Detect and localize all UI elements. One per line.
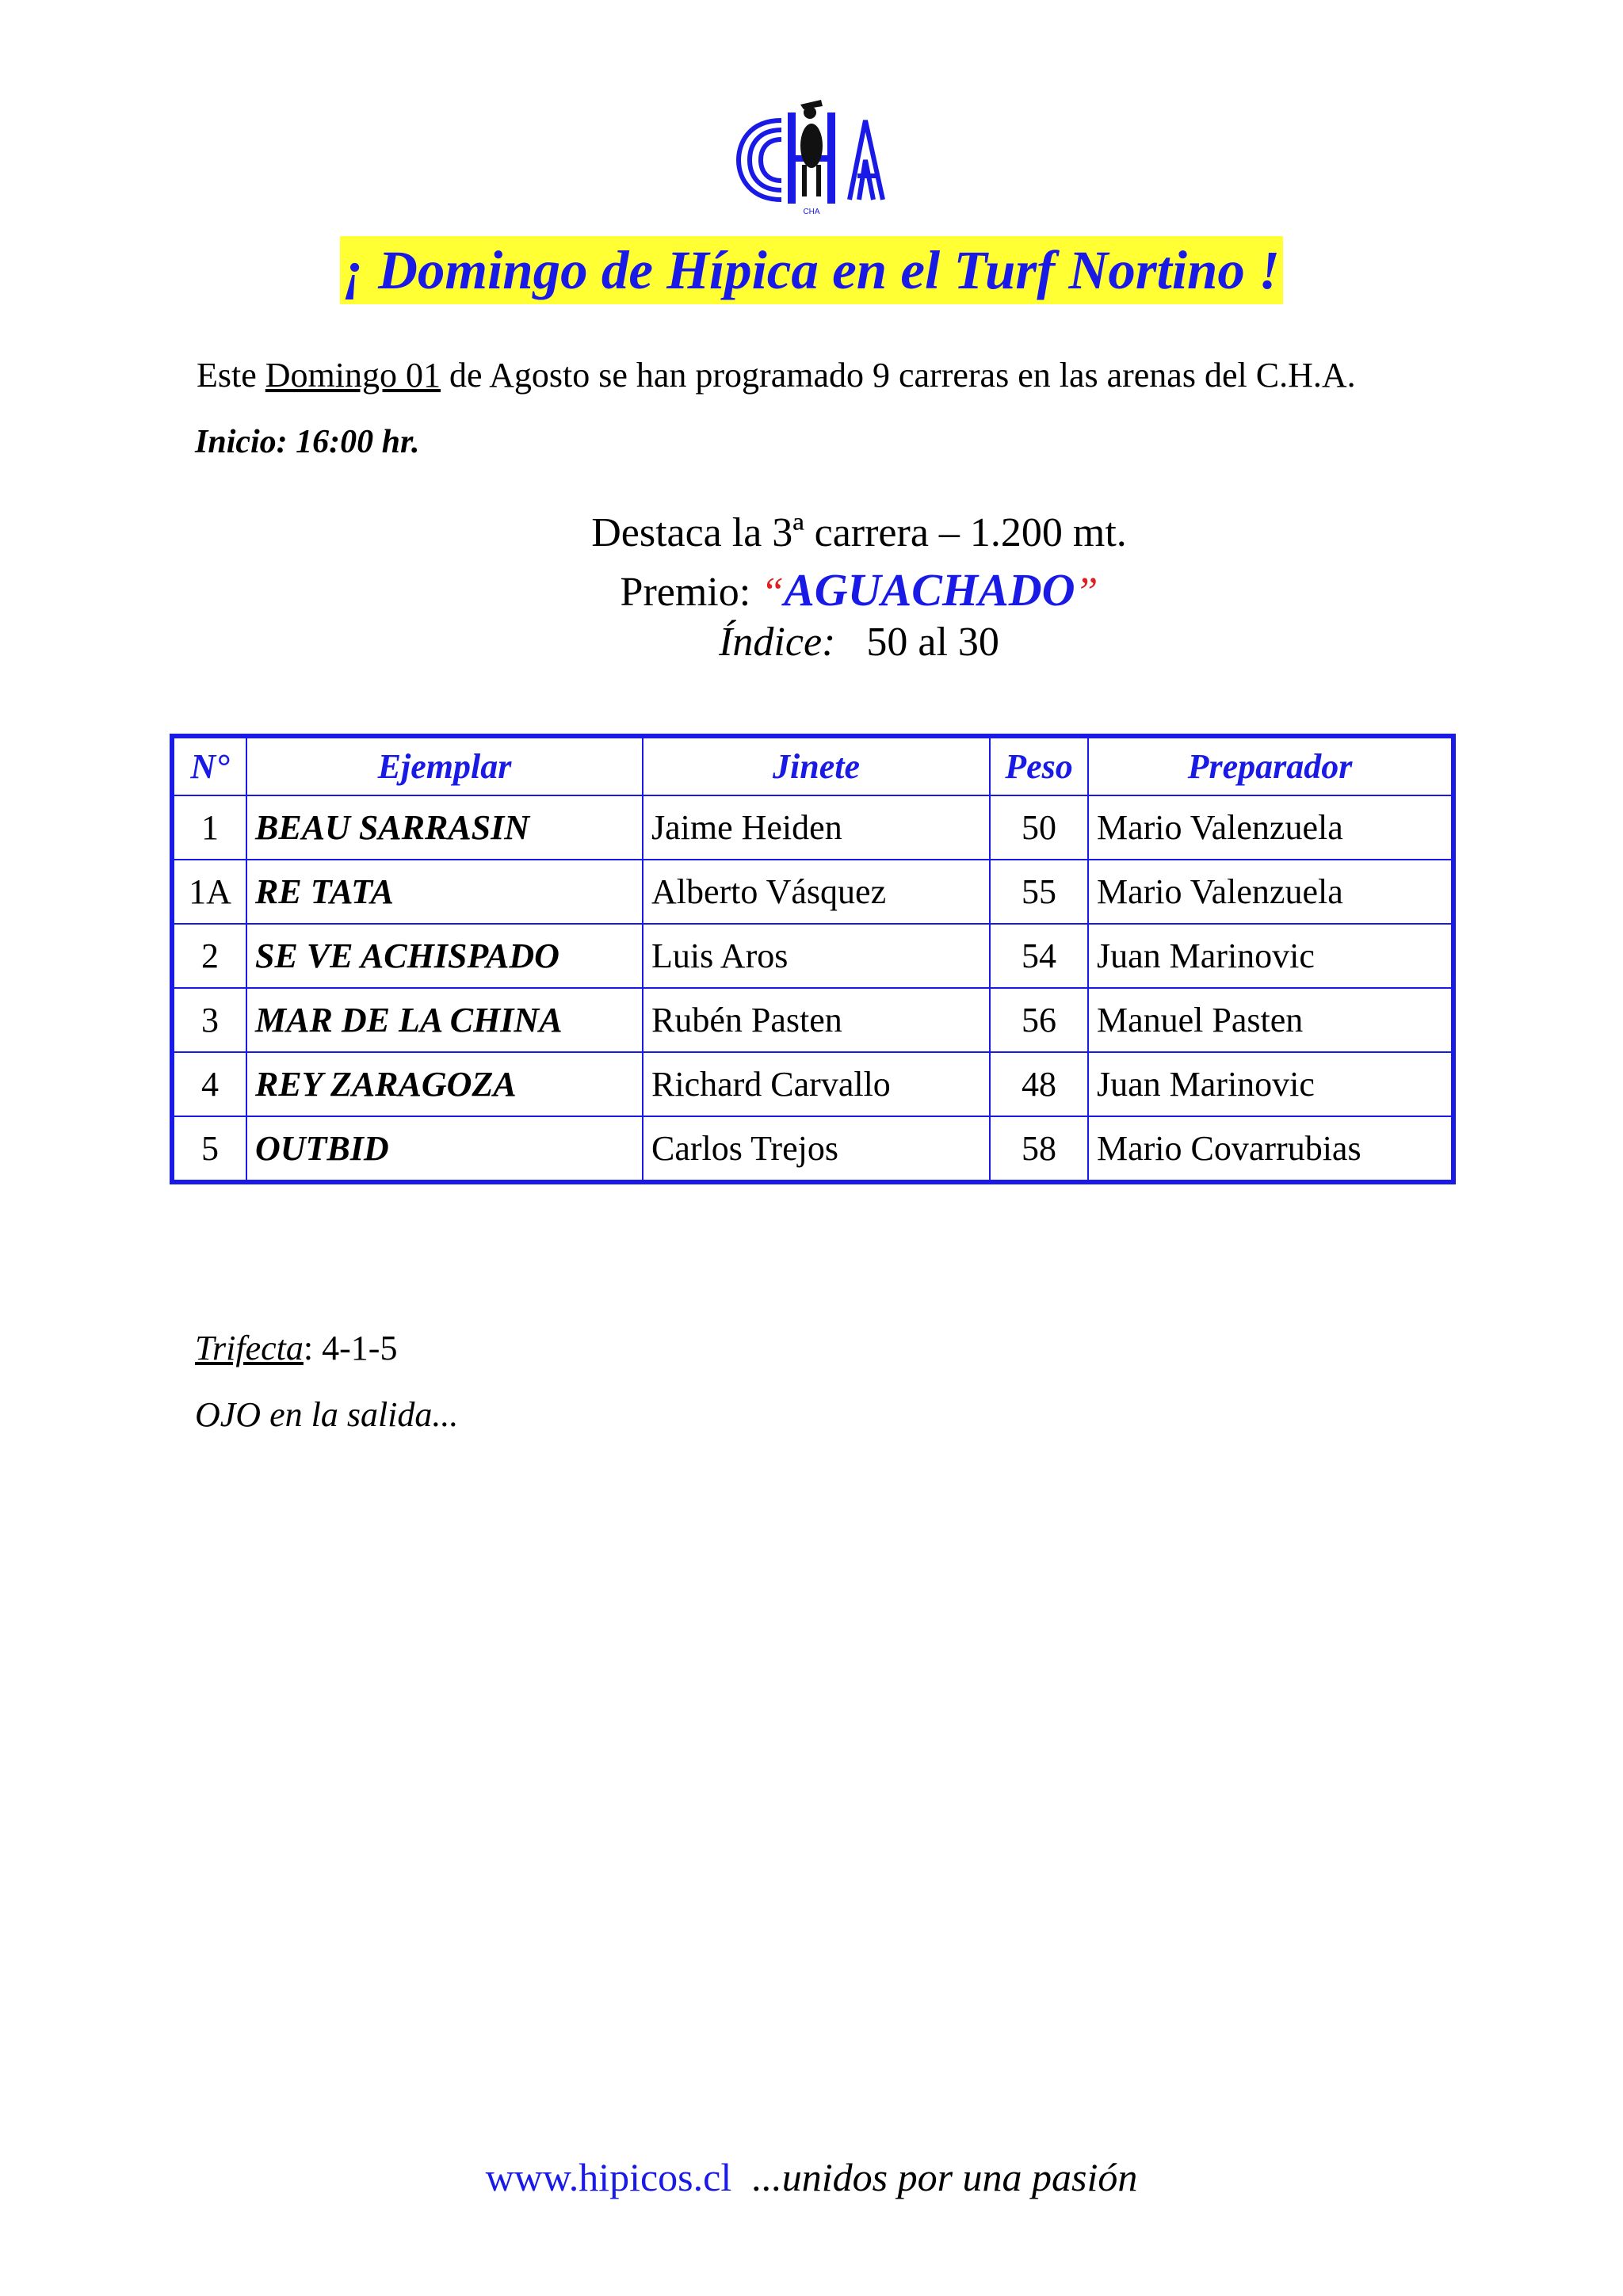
table-row (172, 924, 1453, 988)
header-preparador: Preparador (1088, 736, 1453, 795)
table-row (172, 1052, 1453, 1116)
cell-peso: 54 (990, 924, 1088, 988)
header-peso: Peso (990, 736, 1088, 795)
cell-num: 1 (172, 795, 246, 860)
cell-jinete: Jaime Heiden (643, 795, 990, 860)
cell-peso: 58 (990, 1116, 1088, 1182)
cell-peso: 55 (990, 860, 1088, 924)
cell-num: 4 (172, 1052, 246, 1116)
cell-num: 5 (172, 1116, 246, 1182)
prize-name: AGUACHADO (784, 564, 1075, 616)
cell-ejemplar: SE VE ACHISPADO (246, 924, 643, 988)
cell-peso: 56 (990, 988, 1088, 1052)
footer (0, 2152, 1623, 2203)
index-line: Índice: 50 al 30 (719, 620, 999, 665)
header-num: N° (172, 736, 246, 795)
prize-line: Premio: “AGUACHADO” (620, 564, 1098, 616)
cell-num: 2 (172, 924, 246, 988)
svg-text:CHA: CHA (803, 208, 820, 215)
cell-preparador: Manuel Pasten (1088, 988, 1453, 1052)
cell-ejemplar: OUTBID (246, 1116, 643, 1182)
start-time: Inicio: 16:00 hr. (195, 424, 420, 460)
cell-jinete: Carlos Trejos (643, 1116, 990, 1182)
cell-ejemplar: MAR DE LA CHINA (246, 988, 643, 1052)
ojo-note: OJO en la salida... (195, 1395, 459, 1434)
cha-logo (732, 89, 891, 215)
cell-ejemplar: RE TATA (246, 860, 643, 924)
cell-jinete: Richard Carvallo (643, 1052, 990, 1116)
page-title: ¡ Domingo de Hípica en el Turf Nortino ! (340, 236, 1283, 304)
cell-num: 1A (172, 860, 246, 924)
cell-preparador: Mario Covarrubias (1088, 1116, 1453, 1182)
table-header-row (172, 736, 1453, 795)
trifecta-value: 4-1-5 (322, 1329, 398, 1367)
table-row (172, 860, 1453, 924)
header-ejemplar: Ejemplar (246, 736, 643, 795)
cell-preparador: Juan Marinovic (1088, 924, 1453, 988)
cell-jinete: Rubén Pasten (643, 988, 990, 1052)
entries-table (170, 734, 1456, 1184)
intro-paragraph: Este Domingo 01 de Agosto se han programado 9 carreras en las arenas del C.H.A. (197, 356, 1356, 395)
cell-jinete: Luis Aros (643, 924, 990, 988)
cell-preparador: Mario Valenzuela (1088, 795, 1453, 860)
footer-slogan: ...unidos por una pasión (752, 2155, 1138, 2199)
race-date: Domingo 01 (265, 356, 441, 395)
cell-peso: 50 (990, 795, 1088, 860)
cell-preparador: Juan Marinovic (1088, 1052, 1453, 1116)
table-row (172, 795, 1453, 860)
trifecta-line: Trifecta: 4-1-5 (195, 1329, 398, 1367)
featured-race: Destaca la 3ª carrera – 1.200 mt. (591, 510, 1127, 555)
table-row (172, 988, 1453, 1052)
table-row (172, 1116, 1453, 1182)
cell-preparador: Mario Valenzuela (1088, 860, 1453, 924)
cell-peso: 48 (990, 1052, 1088, 1116)
header-jinete: Jinete (643, 736, 990, 795)
footer-link[interactable]: www.hipicos.cl (485, 2155, 732, 2199)
cell-ejemplar: BEAU SARRASIN (246, 795, 643, 860)
cell-jinete: Alberto Vásquez (643, 860, 990, 924)
cell-ejemplar: REY ZARAGOZA (246, 1052, 643, 1116)
cell-num: 3 (172, 988, 246, 1052)
